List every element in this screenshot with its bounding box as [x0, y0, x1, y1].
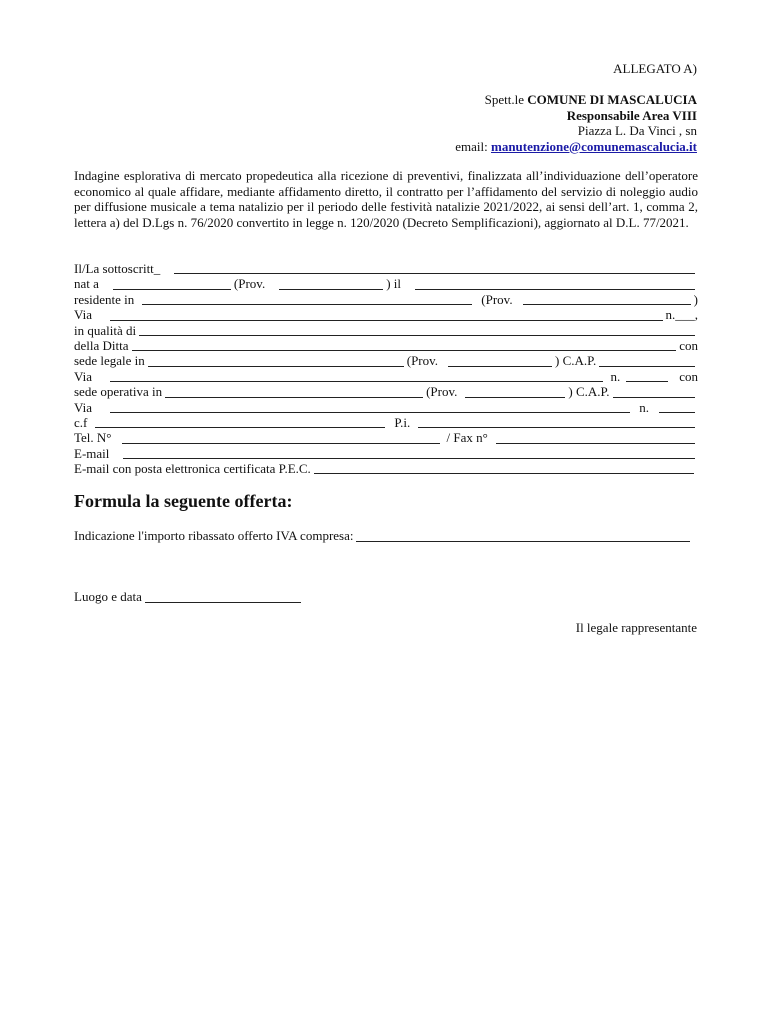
email-label: email:	[455, 138, 491, 154]
field-operational-seat[interactable]	[165, 387, 423, 398]
form-line-cf	[74, 415, 698, 430]
label-nato: nat a	[74, 276, 99, 292]
label-sede-operativa: sede operativa in	[74, 384, 163, 400]
label-prov3: (Prov.	[406, 353, 439, 369]
field-tax-code[interactable]	[95, 417, 385, 428]
declarant-form	[74, 261, 698, 476]
field-pec[interactable]	[314, 463, 694, 474]
signature-label: Il legale rappresentante	[575, 620, 697, 635]
field-phone[interactable]	[122, 433, 440, 444]
offer-heading: Formula la seguente offerta:	[74, 491, 293, 511]
label-via3: Via	[74, 399, 92, 415]
field-place-date[interactable]	[145, 592, 301, 603]
label-pec: E-mail con posta elettronica certificata P.E.C.	[74, 461, 311, 477]
label-via2: Via	[74, 368, 92, 384]
recipient-street: Piazza L. Da Vinci , sn	[577, 123, 697, 138]
field-importo[interactable]	[356, 531, 690, 542]
email-link[interactable]: manutenzione@comunemascalucia.it	[491, 138, 697, 154]
field-role[interactable]	[139, 325, 695, 336]
field-vat-number[interactable]	[418, 417, 695, 428]
field-legal-cap[interactable]	[599, 356, 695, 367]
field-name[interactable]	[174, 263, 695, 274]
form-line-nato	[74, 276, 698, 291]
field-residence[interactable]	[142, 294, 472, 305]
label-email: E-mail	[74, 445, 110, 461]
label-il: ) il	[386, 276, 402, 292]
luogo-label: Luogo e data	[74, 589, 142, 604]
offer-line	[74, 528, 698, 544]
field-operational-cap[interactable]	[613, 387, 695, 398]
recipient-line	[455, 92, 697, 108]
field-fax[interactable]	[496, 433, 695, 444]
field-legal-number[interactable]	[626, 371, 668, 382]
allegato-label: ALLEGATO A)	[613, 61, 697, 76]
label-prov: (Prov.	[233, 276, 266, 292]
label-prov2: (Prov.	[481, 291, 513, 307]
recipient-name: COMUNE DI MASCALUCIA	[527, 92, 697, 107]
field-operational-prov[interactable]	[465, 387, 565, 398]
label-via: Via	[74, 307, 92, 323]
label-n2: n.	[610, 368, 621, 384]
field-street[interactable]	[110, 310, 663, 321]
label-residente: residente in	[74, 291, 135, 307]
field-legal-street[interactable]	[110, 371, 603, 382]
label-sottoscritto: Il/La sottoscritt_	[74, 260, 161, 276]
recipient-area: Responsabile Area VIII	[566, 107, 697, 123]
label-pi: P.i.	[394, 414, 411, 430]
field-company[interactable]	[132, 340, 677, 351]
form-line-via	[74, 307, 698, 322]
label-cap: ) C.A.P.	[555, 353, 597, 369]
intro-paragraph: Indagine esplorativa di mercato propedeutica alla ricezione di preventivi, finalizzata all’individuazione dell’operatore economico al quale affidare, mediante affidamento diretto, il contratto per l’affidamento del servizio di noleggio audio per diffusione musicale a tema natalizio per il periodo delle festività natalizie 2021/2022, ai sensi dell’art. 1, comma 2, lettera a) del D.Lgs n. 76/2020 convertito in legge n. 120/2020 (Decreto Semplificazioni), aggiornato al D.L. 77/2021.	[74, 168, 698, 230]
field-birthdate[interactable]	[415, 279, 695, 290]
label-sede-legale: sede legale in	[74, 353, 145, 369]
form-line-sottoscritto	[74, 261, 698, 276]
field-legal-seat[interactable]	[148, 356, 404, 367]
field-operational-number[interactable]	[659, 402, 695, 413]
label-close: )	[693, 291, 698, 307]
importo-label: Indicazione l'importo ribassato offerto IVA compresa:	[74, 528, 354, 543]
form-line-via2	[74, 369, 698, 384]
field-legal-prov[interactable]	[448, 356, 552, 367]
recipient-address	[455, 92, 697, 154]
label-qualita: in qualità di	[74, 322, 137, 338]
form-line-qualita	[74, 323, 698, 338]
form-line-tel	[74, 430, 698, 445]
label-prov4: (Prov.	[426, 384, 458, 400]
label-tel: Tel. N°	[74, 430, 112, 446]
label-n: n.___,	[665, 307, 698, 323]
recipient-email-line	[455, 139, 697, 155]
form-line-via3	[74, 400, 698, 415]
field-birthplace[interactable]	[113, 279, 231, 290]
label-con2: con	[679, 368, 698, 384]
field-operational-street[interactable]	[110, 402, 630, 413]
recipient-prefix: Spett.le	[484, 92, 528, 107]
form-line-residente	[74, 292, 698, 307]
place-date-line	[74, 589, 304, 605]
form-line-sede-legale	[74, 353, 698, 368]
field-birth-prov[interactable]	[279, 279, 383, 290]
form-line-ditta	[74, 338, 698, 353]
label-con: con	[679, 337, 698, 353]
form-line-pec	[74, 461, 698, 476]
label-cf: c.f	[74, 414, 88, 430]
form-line-sede-operativa	[74, 384, 698, 399]
label-n3: n.	[639, 399, 649, 415]
label-ditta: della Ditta	[74, 337, 129, 353]
form-line-email	[74, 446, 698, 461]
label-fax: / Fax n°	[446, 430, 488, 446]
field-email[interactable]	[123, 448, 695, 459]
field-residence-prov[interactable]	[523, 294, 691, 305]
label-cap2: ) C.A.P.	[568, 384, 610, 400]
